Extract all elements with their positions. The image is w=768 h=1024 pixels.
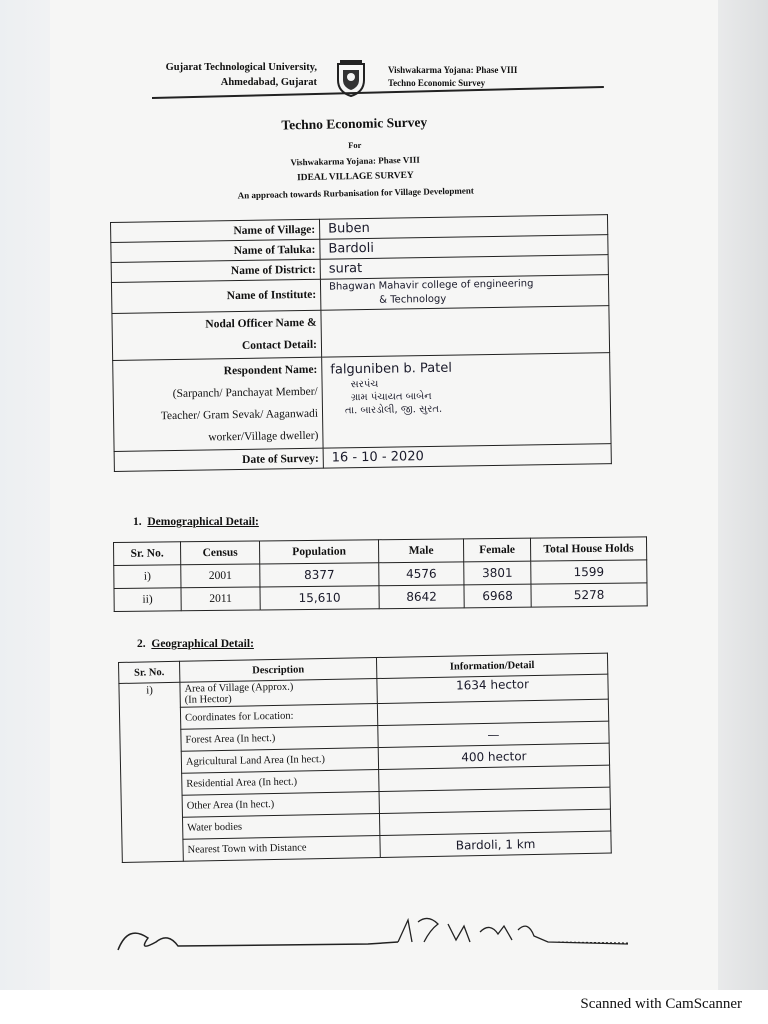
village-info-table [110, 214, 612, 472]
university-header [155, 60, 317, 90]
cell-info: — [378, 721, 609, 747]
respondent-label-line-4: worker/Village dweller) [208, 429, 319, 444]
col-census: Census [181, 541, 260, 565]
col-population: Population [259, 540, 378, 564]
institute-value-line-2: & Technology [379, 293, 447, 306]
scanner-watermark: Scanned with CamScanner [580, 996, 742, 1012]
respondent-label-line-3: Teacher/ Gram Sevak/ Aaganwadi [160, 407, 319, 423]
geographic-table [118, 653, 612, 863]
cell-census: 2011 [181, 587, 260, 611]
signature-scribble [108, 912, 638, 962]
cell-population: 15,610 [260, 586, 379, 610]
university-name: Gujarat Technological University, [165, 62, 317, 73]
cell-census: 2001 [181, 564, 260, 588]
col-male: Male [378, 539, 463, 563]
title-ideal-village: IDEAL VILLAGE SURVEY [296, 170, 414, 184]
cell-info: 1634 hector [377, 674, 608, 703]
respondent-stamp-line-3: તા. બારડોલી, જી. સુરત. [344, 403, 443, 417]
section-number: 1. [133, 516, 142, 528]
village-label: Name of Village: [111, 219, 320, 242]
section-heading: Geographical Detail: [151, 638, 254, 650]
taluka-value: Bardoli [320, 235, 608, 260]
survey-name: Techno Economic Survey [388, 78, 486, 88]
demographic-section-title [133, 516, 259, 528]
cell-info: Bardoli, 1 km [380, 831, 611, 857]
cell-description: Water bodies [182, 814, 379, 840]
cell-male: 4576 [379, 562, 464, 586]
cell-description: Agricultural Land Area (In hect.) [181, 748, 378, 774]
col-households: Total House Holds [530, 537, 646, 561]
demographic-table [113, 536, 648, 612]
cell-population: 8377 [260, 563, 379, 587]
table-row [112, 306, 610, 361]
col-information: Information/Detail [376, 653, 607, 678]
cell-info: 400 hector [378, 743, 609, 769]
respondent-value [322, 353, 611, 449]
section-number: 2. [137, 638, 146, 650]
title-block [174, 112, 536, 202]
university-location: Ahmedabad, Gujarat [220, 77, 317, 88]
cell-description [180, 679, 377, 708]
title-approach: An approach towards Rurbanisation for Village Development [237, 185, 474, 201]
respondent-label [113, 357, 323, 451]
col-sr-no: Sr. No. [114, 542, 181, 566]
page-title: Techno Economic Survey [281, 114, 428, 133]
section-heading: Demographical Detail: [147, 516, 259, 528]
yojana-header [388, 64, 568, 90]
cell-description: Other Area (In hect.) [182, 792, 379, 818]
table-row [113, 353, 611, 452]
cell-sr-no: ii) [114, 588, 181, 612]
col-description: Description [179, 658, 376, 683]
table-row [114, 583, 647, 612]
cell-description: Forest Area (In hect.) [181, 726, 378, 752]
cell-sr-no: i) [119, 682, 183, 862]
paper-edge-left [0, 0, 50, 990]
paper-edge-right [718, 0, 768, 990]
date-label: Date of Survey: [114, 448, 323, 471]
col-sr-no: Sr. No. [119, 661, 180, 683]
cell-households: 1599 [531, 560, 647, 584]
cell-description: Coordinates for Location: [180, 704, 377, 730]
cell-female: 6968 [464, 584, 531, 608]
cell-sr-no: i) [114, 565, 181, 589]
institute-value [320, 275, 608, 311]
respondent-label-line-2: (Sarpanch/ Panchayat Member/ [172, 385, 318, 401]
area-desc-line-1: Area of Village (Approx.) [184, 681, 294, 695]
title-yojana: Vishwakarma Yojana: Phase VIII [290, 154, 420, 168]
village-value: Buben [319, 215, 607, 240]
cell-description: Residential Area (In hect.) [182, 770, 379, 796]
respondent-stamp-line-1: સરપંચ [350, 378, 379, 391]
nodal-officer-value [321, 306, 610, 358]
yojana-phase: Vishwakarma Yojana: Phase VIII [388, 65, 518, 75]
cell-households: 5278 [531, 583, 647, 607]
institute-label: Name of Institute: [111, 279, 320, 313]
nodal-label-line-2: Contact Detail: [241, 338, 318, 352]
cell-female: 3801 [464, 561, 531, 585]
cell-description: Nearest Town with Distance [183, 836, 380, 862]
nodal-label-line-1: Nodal Officer Name & [205, 316, 317, 331]
cell-male: 8642 [379, 585, 464, 609]
taluka-label: Name of Taluka: [111, 239, 320, 262]
geographic-section-title [137, 638, 254, 650]
col-female: Female [463, 538, 530, 562]
respondent-stamp-line-2: ગ્રામ પંચાયત બાબેન [350, 390, 432, 404]
district-value: surat [320, 255, 608, 280]
nodal-officer-label [112, 310, 322, 360]
date-value: 16 - 10 - 2020 [323, 444, 611, 469]
institute-value-line-1: Bhagwan Mahavir college of engineering [328, 278, 534, 293]
respondent-label-line-1: Respondent Name: [223, 363, 318, 378]
district-label: Name of District: [111, 259, 320, 282]
area-desc-line-2: (In Hector) [184, 693, 232, 706]
title-for: For [348, 139, 362, 151]
respondent-name-value: falguniben b. Patel [330, 360, 453, 378]
